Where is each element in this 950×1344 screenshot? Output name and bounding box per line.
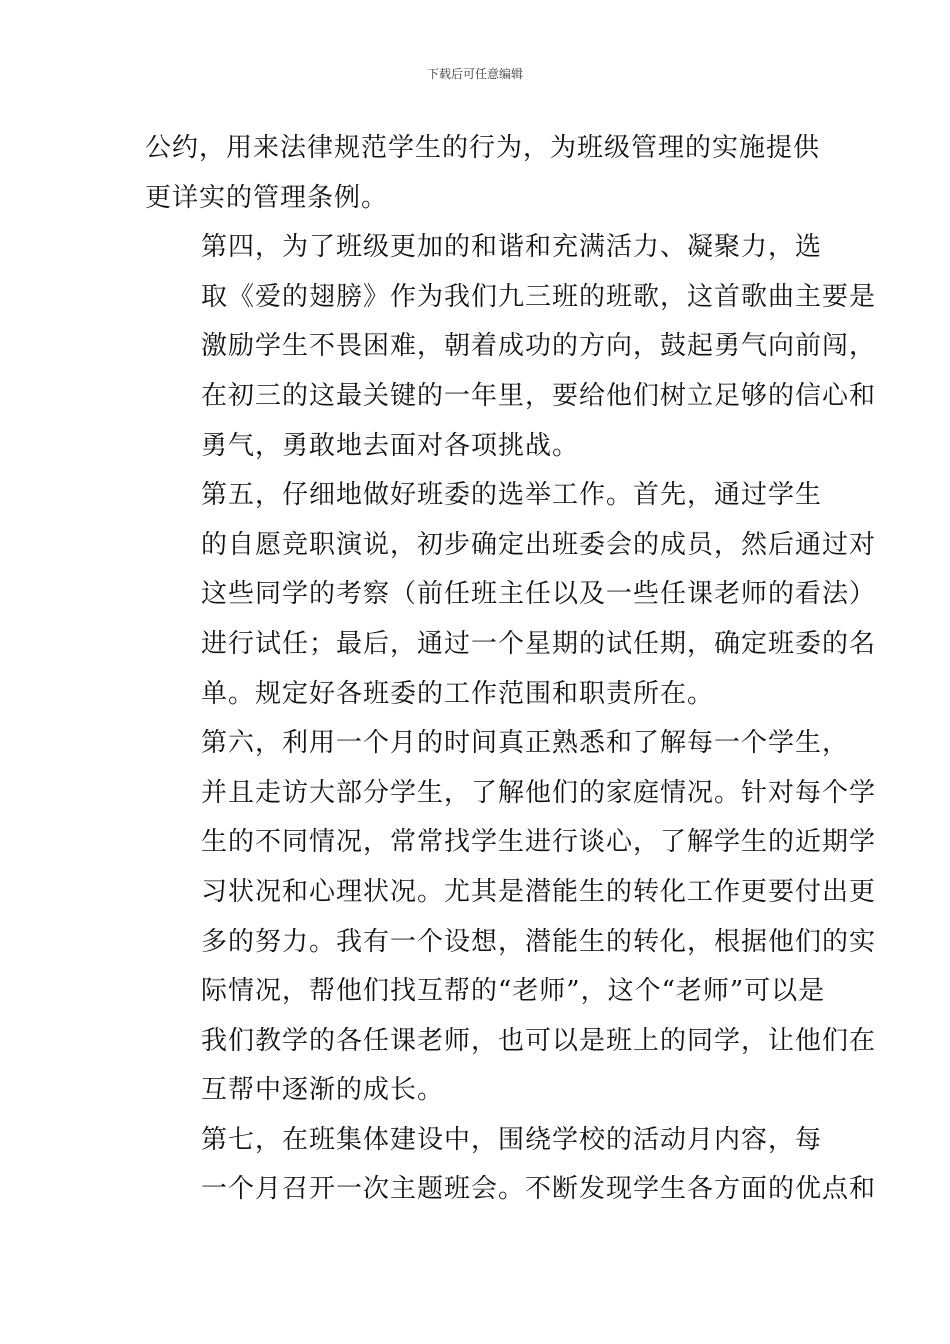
paragraph-fifth <box>145 471 877 719</box>
text-line: 际情况，帮他们找互帮的“老师”，这个“老师”可以是 <box>201 976 826 1007</box>
text-line: 习状况和心理状况。尤其是潜能生的转化工作更要付出更 <box>201 876 877 907</box>
text-line: 单。规定好各班委的工作范围和职责所在。 <box>201 678 715 709</box>
text-line: 并且走访大部分学生，了解他们的家庭情况。针对每个学 <box>201 777 877 808</box>
paragraph-continued <box>145 124 821 223</box>
text-line: 取《爱的翅膀》作为我们九三班的班歌，这首歌曲主要是 <box>201 281 877 312</box>
text-line: 互帮中逐渐的成长。 <box>201 1075 445 1106</box>
text-line: 这些同学的考察（前任班主任以及一些任课老师的看法） <box>201 579 877 610</box>
text-line: 第七，在班集体建设中，围绕学校的活动月内容，每 <box>201 1124 823 1155</box>
text-line: 一个月召开一次主题班会。不断发现学生各方面的优点和 <box>201 1174 877 1205</box>
text-line: 第六，利用一个月的时间真正熟悉和了解每一个学生， <box>201 728 850 759</box>
text-line: 多的努力。我有一个设想，潜能生的转化，根据他们的实 <box>201 926 877 957</box>
paragraph-sixth <box>145 719 877 1116</box>
text-line: 激励学生不畏困难，朝着成功的方向，鼓起勇气向前闯， <box>201 331 877 362</box>
text-line: 第五，仔细地做好班委的选举工作。首先，通过学生 <box>201 480 823 511</box>
text-line: 公约，用来法律规范学生的行为，为班级管理的实施提供 <box>145 133 821 163</box>
text-line: 生的不同情况，常常找学生进行谈心，了解学生的近期学 <box>201 827 877 858</box>
text-line: 的自愿竞职演说，初步确定出班委会的成员，然后通过对 <box>201 529 877 560</box>
page-header: 下载后可任意编辑 <box>426 67 523 81</box>
text-line: 我们教学的各任课老师，也可以是班上的同学，让他们在 <box>201 1025 877 1056</box>
paragraph-fourth <box>145 223 877 471</box>
text-line: 更详实的管理条例。 <box>145 182 389 213</box>
text-line: 在初三的这最关键的一年里，要给他们树立足够的信心和 <box>201 380 877 411</box>
text-line: 进行试任；最后，通过一个星期的试任期，确定班委的名 <box>201 628 877 659</box>
document-body <box>145 124 877 1215</box>
paragraph-seventh <box>145 1116 877 1215</box>
text-line: 勇气，勇敢地去面对各项挑战。 <box>201 430 580 461</box>
text-line: 第四，为了班级更加的和谐和充满活力、凝聚力，选 <box>201 232 823 263</box>
